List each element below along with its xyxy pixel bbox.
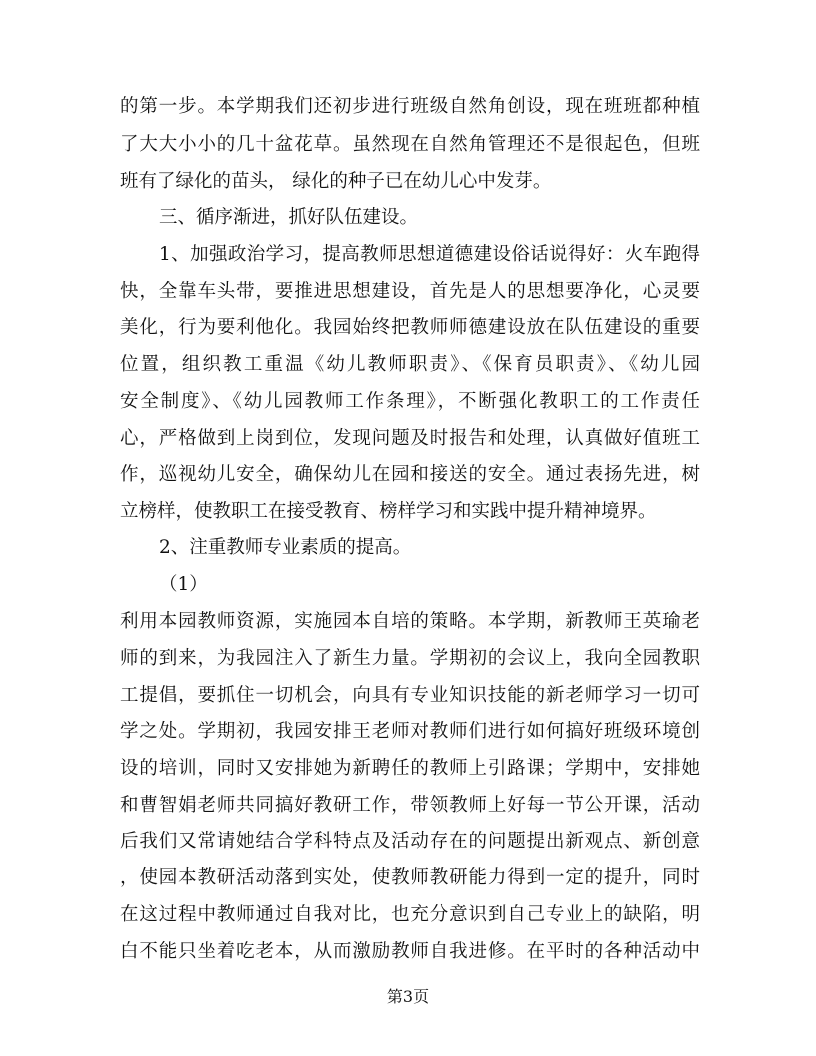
text-line: 立榜样，使教职工在接受教育、榜样学习和实践中提升精神境界。 [120,501,657,522]
text-line: 班有了绿化的苗头， 绿化的种子已在幼儿心中发芽。 [120,171,552,192]
text-line: 学之处。学期初，我园安排王老师对教师们进行如何搞好班级环境创 [120,721,700,742]
item-number: （1） [159,574,208,595]
text-line: 和曹智娟老师共同搞好教研工作，带领教师上好每一节公开课，活动 [120,795,700,816]
text-line: 位置，组织教工重温《幼儿教师职责》、《保育员职责》、《幼儿园 [120,354,700,375]
text-line: 快，全靠车头带，要推进思想建设，首先是人的思想要净化，心灵要 [120,281,700,302]
subsection-heading: 2、注重教师专业素质的提高。 [159,537,412,558]
text-line: ，使园本教研活动落到实处，使教师教研能力得到一定的提升，同时 [120,867,700,888]
text-line: 后我们又常请她结合学科特点及活动存在的问题提出新观点、新创意 [120,831,700,852]
text-line: 1、加强政治学习，提高教师思想道德建设俗话说得好：火车跑得 [159,244,700,265]
text-line: 工提倡，要抓住一切机会，向具有专业知识技能的新老师学习一切可 [120,685,700,706]
text-line: 安全制度》、《幼儿园教师工作条理》，不断强化教职工的工作责任 [120,391,700,412]
text-line: 了大大小小的几十盆花草。虽然现在自然角管理还不是很起色，但班 [120,134,700,155]
text-line: 美化，行为要利他化。我园始终把教师师德建设放在队伍建设的重要 [120,317,700,338]
text-line: 利用本园教师资源，实施园本自培的策略。本学期，新教师王英瑜老 [120,611,700,632]
page-number: 第3页 [386,987,430,1006]
text-line: 作，巡视幼儿安全，确保幼儿在园和接送的安全。通过表扬先进，树 [120,464,700,485]
text-line: 白不能只坐着吃老本，从而激励教师自我进修。在平时的各种活动中 [120,941,700,962]
text-line: 在这过程中教师通过自我对比，也充分意识到自己专业上的缺陷，明 [120,904,700,925]
section-heading: 三、循序渐进，抓好队伍建设。 [159,207,419,228]
text-line: 师的到来，为我园注入了新生力量。学期初的会议上，我向全园教职 [120,648,700,669]
text-line: 心，严格做到上岗到位，发现问题及时报告和处理，认真做好值班工 [120,428,700,449]
text-line: 的第一步。本学期我们还初步进行班级自然角创设，现在班班都种植 [120,96,700,117]
text-line: 设的培训，同时又安排她为新聘任的教师上引路课；学期中，安排她 [120,758,700,779]
